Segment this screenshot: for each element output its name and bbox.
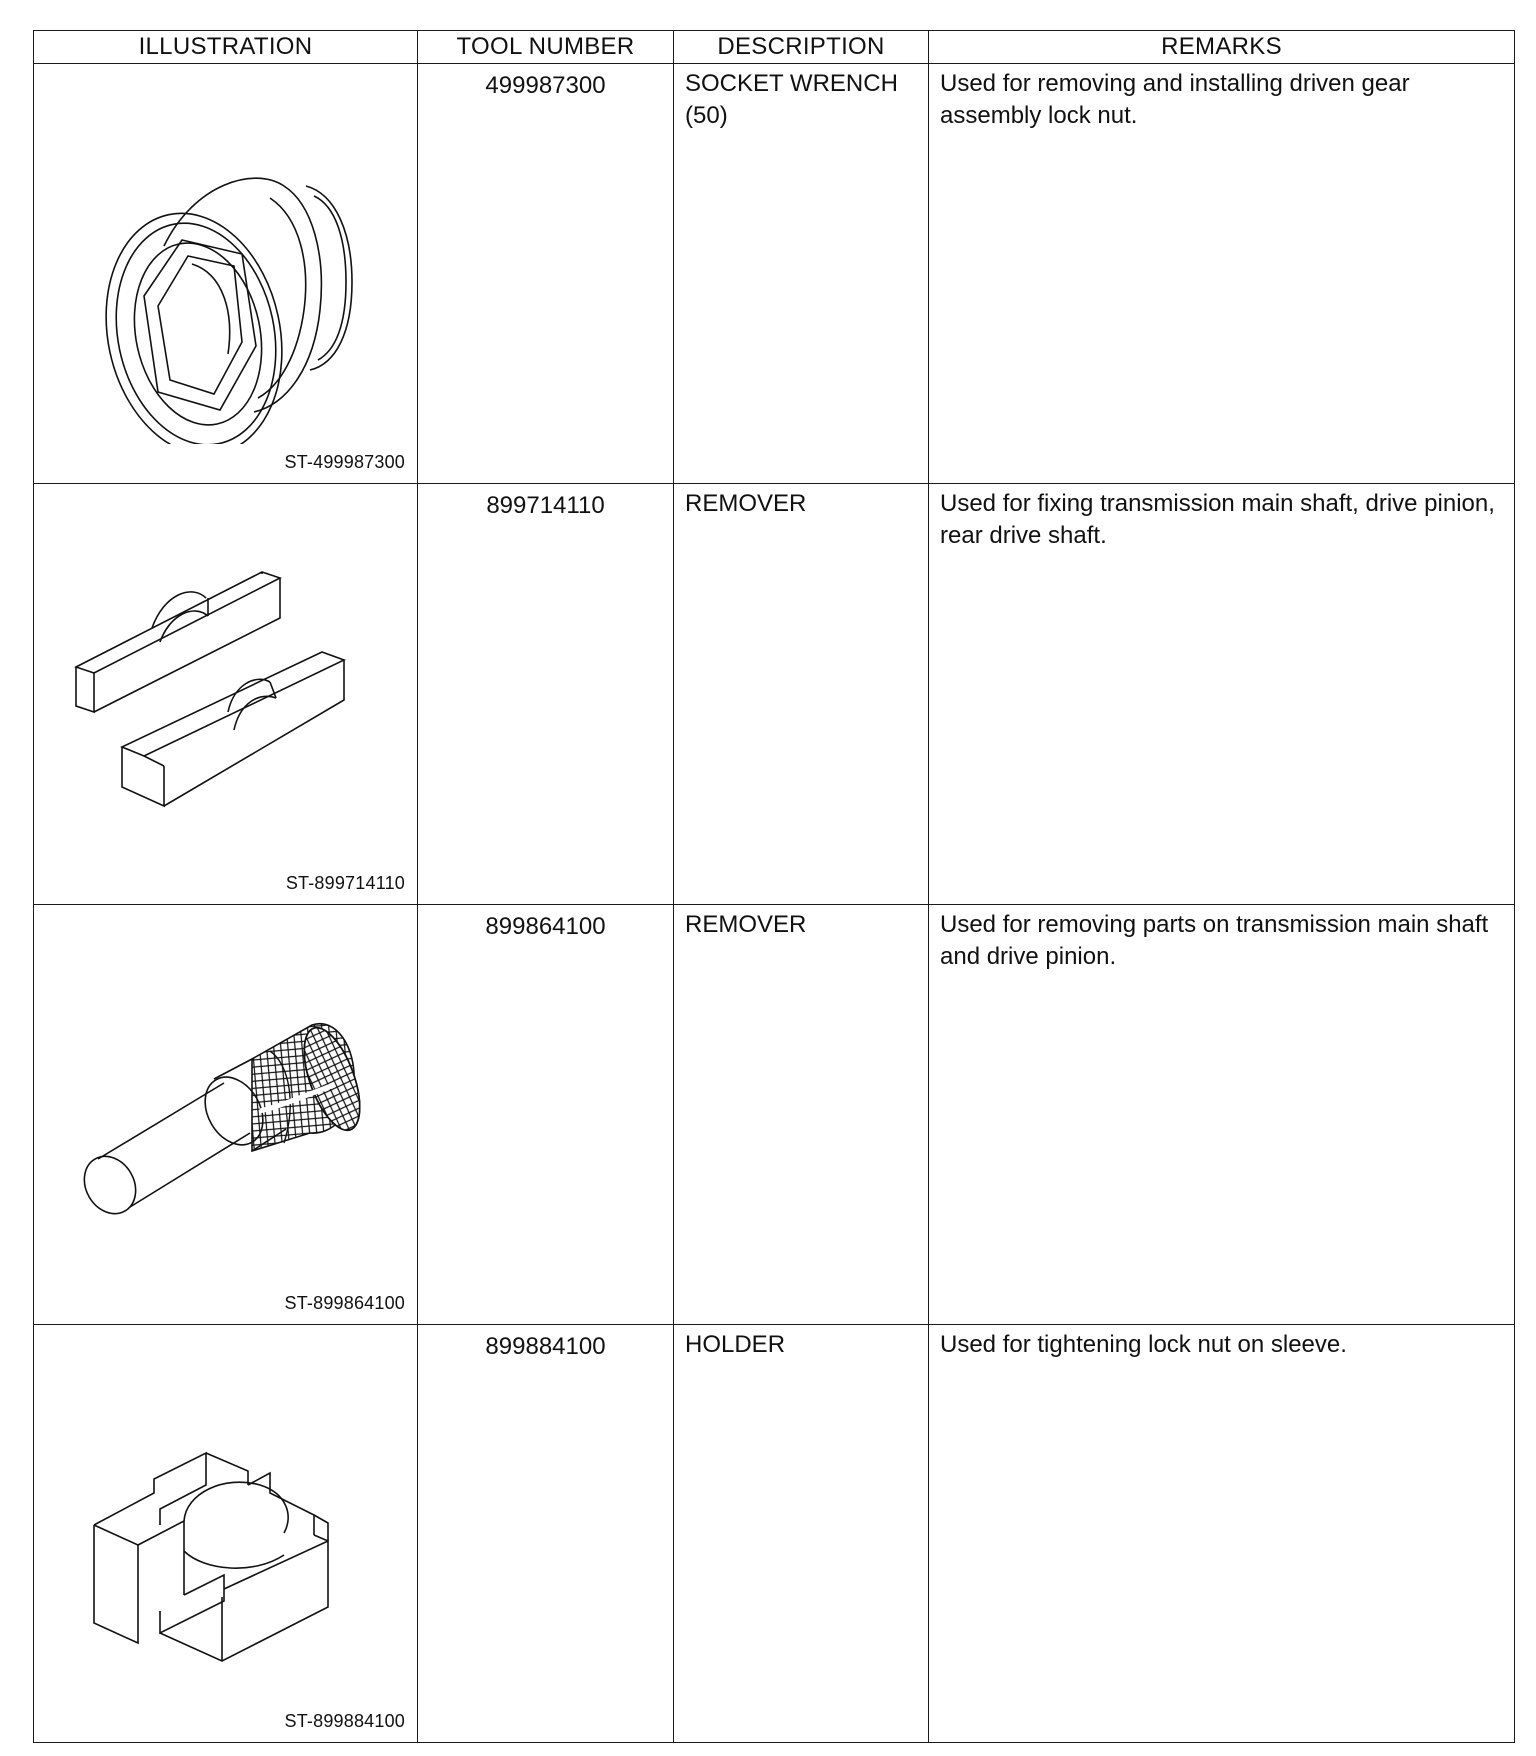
holder-block-icon: [74, 1375, 374, 1675]
tool-description: SOCKET WRENCH (50): [674, 64, 929, 484]
illustration-cell: [34, 484, 418, 904]
tool-number: 899714110: [418, 484, 674, 904]
illustration-cell: [34, 1324, 418, 1742]
table-row: [34, 64, 1515, 484]
table-row: [34, 484, 1515, 904]
tool-remarks: Used for removing and installing driven gear assembly lock nut.: [929, 64, 1515, 484]
illustration-code: ST-499987300: [284, 452, 405, 473]
illustration-cell: [34, 904, 418, 1324]
illustration-cell: [34, 64, 418, 484]
tool-description: REMOVER: [674, 904, 929, 1324]
tool-number: 499987300: [418, 64, 674, 484]
table-header-row: [34, 31, 1515, 64]
remover-plates-icon: [74, 534, 394, 834]
tool-description: REMOVER: [674, 484, 929, 904]
tool-remarks: Used for fixing transmission main shaft, drive pinion, rear drive shaft.: [929, 484, 1515, 904]
header-remarks: REMARKS: [929, 31, 1515, 64]
tool-number: 899864100: [418, 904, 674, 1324]
header-description: DESCRIPTION: [674, 31, 929, 64]
special-tools-table: [33, 30, 1515, 1743]
tool-number: 899884100: [418, 1324, 674, 1742]
header-illustration: ILLUSTRATION: [34, 31, 418, 64]
socket-wrench-icon: [74, 114, 374, 444]
illustration-code: ST-899884100: [284, 1711, 405, 1731]
header-tool-number: TOOL NUMBER: [418, 31, 674, 64]
tool-remarks: Used for tightening lock nut on sleeve.: [929, 1324, 1515, 1742]
tool-description: HOLDER: [674, 1324, 929, 1742]
table-row: [34, 1324, 1515, 1742]
illustration-code: ST-899714110: [285, 872, 405, 893]
tool-remarks: Used for removing parts on transmission main shaft and drive pinion.: [929, 904, 1515, 1324]
illustration-code: ST-899864100: [284, 1292, 405, 1313]
table-row: [34, 904, 1515, 1324]
remover-rod-icon: [74, 955, 374, 1255]
